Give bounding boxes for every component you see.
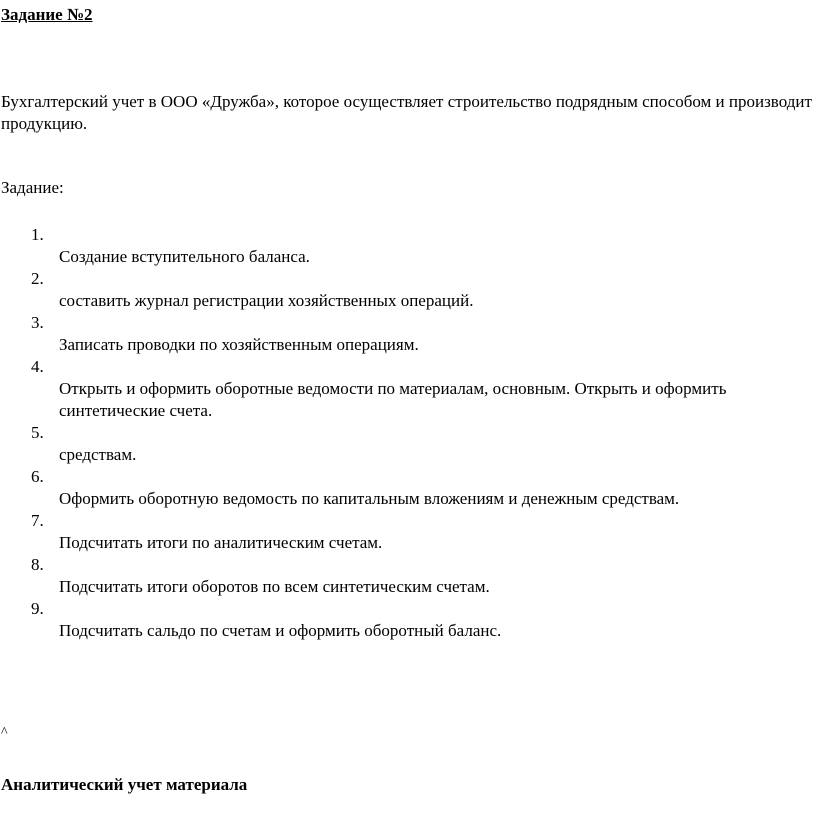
intro-paragraph: Бухгалтерский учет в ООО «Дружба», которое осуществляет строительство подрядным способом и производит продукцию. xyxy=(1,92,812,133)
task-item xyxy=(0,422,816,466)
task-number: 5. xyxy=(31,423,44,442)
task-item xyxy=(0,510,816,554)
task-item xyxy=(0,598,816,642)
task-number: 2. xyxy=(31,269,44,288)
task-number: 1. xyxy=(31,225,44,244)
task-item xyxy=(0,224,816,268)
task-text: Записать проводки по хозяйственным операциям. xyxy=(59,335,419,354)
section-heading: Аналитический учет материала xyxy=(1,775,248,794)
task-number: 4. xyxy=(31,357,44,376)
task-item xyxy=(0,466,816,510)
task-text: Подсчитать сальдо по счетам и оформить оборотный баланс. xyxy=(59,621,502,640)
task-text: Подсчитать итоги оборотов по всем синтетическим счетам. xyxy=(59,577,490,596)
caret-mark: ^ xyxy=(1,725,8,740)
task-item xyxy=(0,554,816,598)
task-text: средствам. xyxy=(59,445,137,464)
task-number: 3. xyxy=(31,313,44,332)
task-text: Оформить оборотную ведомость по капитальным вложениям и денежным средствам. xyxy=(59,489,680,508)
document-title: Задание №2 xyxy=(1,5,93,24)
task-item xyxy=(0,312,816,356)
task-item xyxy=(0,356,816,422)
task-number: 8. xyxy=(31,555,44,574)
task-list xyxy=(0,224,816,642)
task-number: 7. xyxy=(31,511,44,530)
task-label: Задание: xyxy=(1,178,64,197)
task-item xyxy=(0,268,816,312)
task-text: составить журнал регистрации хозяйственных операций. xyxy=(59,291,474,310)
task-text: Подсчитать итоги по аналитическим счетам. xyxy=(59,533,383,552)
task-number: 9. xyxy=(31,599,44,618)
task-text: Открыть и оформить оборотные ведомости по материалам, основным. Открыть и оформить синтетические счета. xyxy=(59,379,727,420)
task-text: Создание вступительного баланса. xyxy=(59,247,310,266)
task-number: 6. xyxy=(31,467,44,486)
